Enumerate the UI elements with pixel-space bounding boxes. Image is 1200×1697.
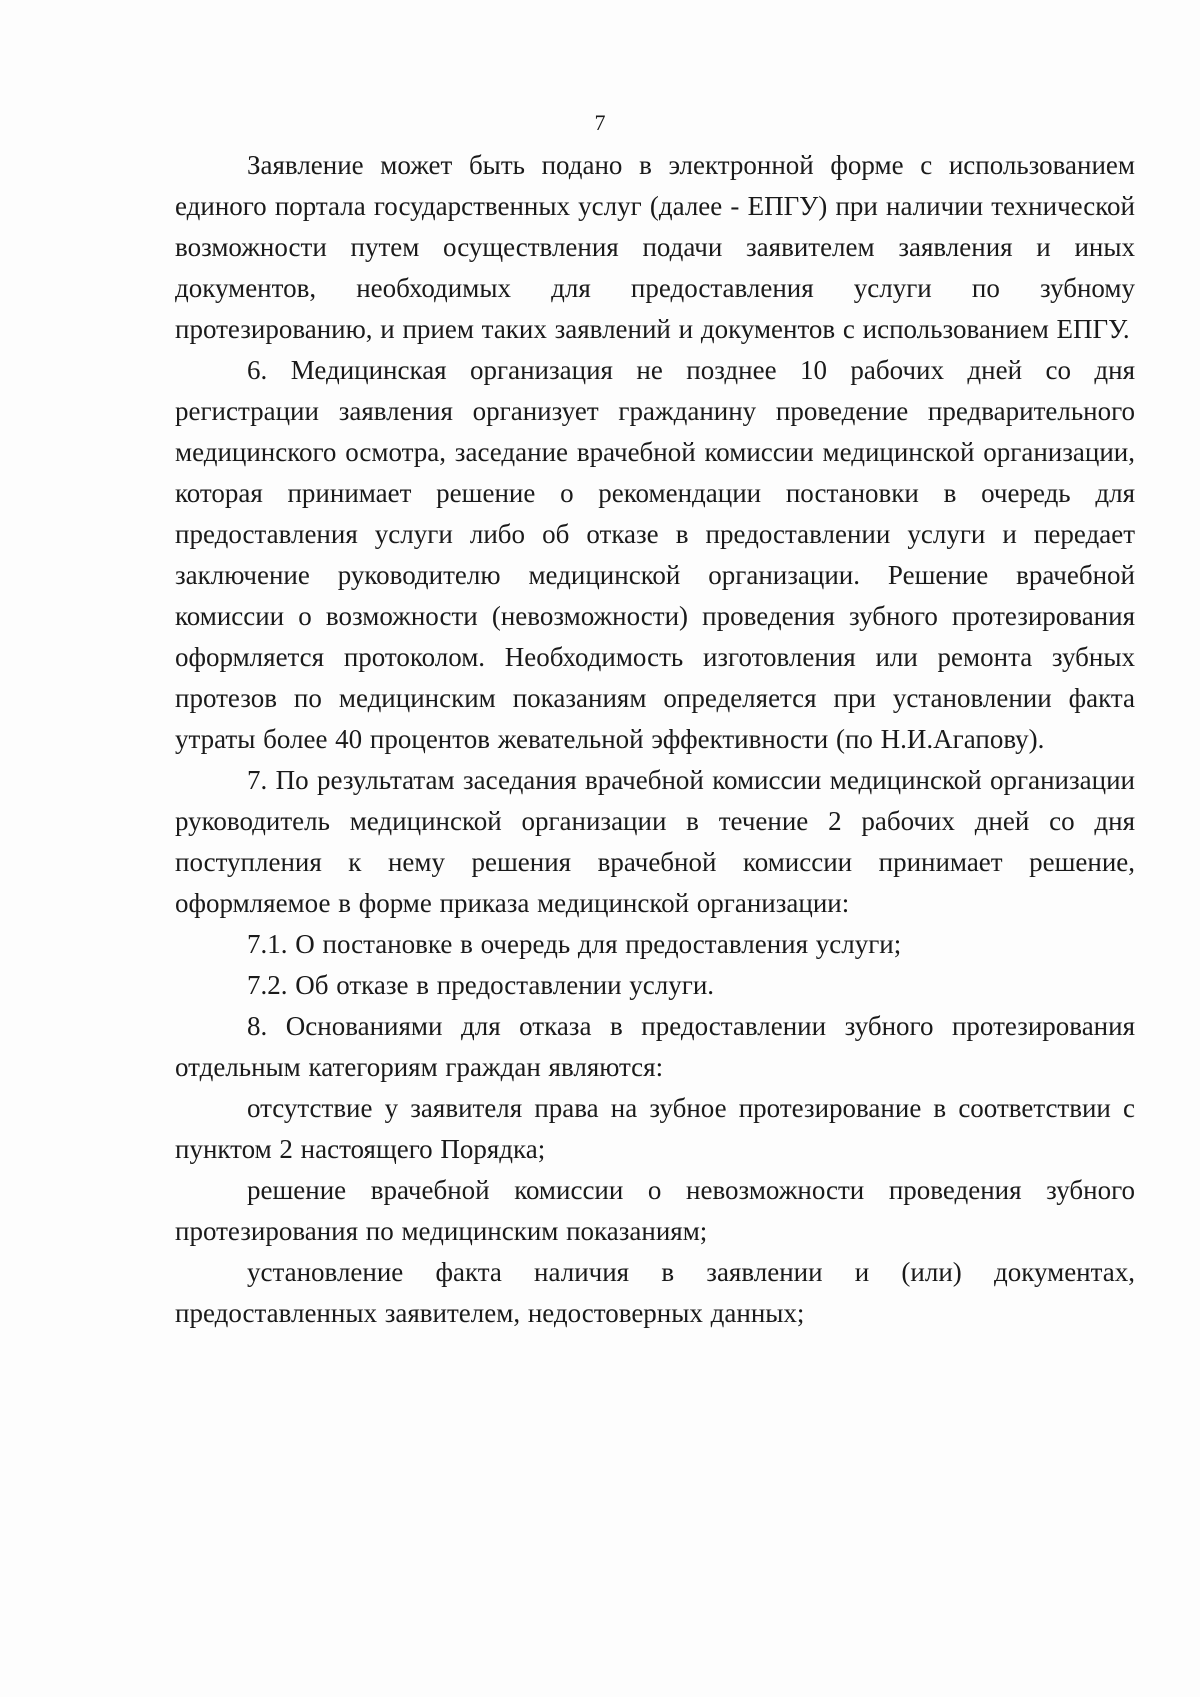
paragraph-item-6: 6. Медицинская организация не позднее 10 рабочих дней со дня регистрации заявления организует гражданину проведение предварительного медицинского осмотра, заседание врачебной комиссии медицинской организации, которая принимает решение о рекомендации постановки в очередь для предоставления услуги либо об отказе в предоставлении услуги и передает заключение руководителю медицинской организации. Решение врачебной комиссии о возможности (невозможности) проведения зубного протезирования оформляется протоколом. Необходимость изготовления или ремонта зубных протезов по медицинским показаниям определяется при установлении факта утраты более 40 процентов жевательной эффективности (по Н.И.Агапову). <box>175 355 1135 754</box>
paragraph-item-7: 7. По результатам заседания врачебной комиссии медицинской организации руководитель медицинской организации в течение 2 рабочих дней со дня поступления к нему решения врачебной комиссии принимает решение, оформляемое в форме приказа медицинской организации: <box>175 765 1135 918</box>
paragraph-ground-false-data: установление факта наличия в заявлении и (или) документах, предоставленных заявителем, недостоверных данных; <box>175 1257 1135 1328</box>
paragraph-item-7-2: 7.2. Об отказе в предоставлении услуги. <box>247 970 715 1000</box>
document-body <box>175 145 1135 1334</box>
paragraph-item-7-1: 7.1. О постановке в очередь для предоставления услуги; <box>247 929 902 959</box>
paragraph-ground-medical-impossibility: решение врачебной комиссии о невозможности проведения зубного протезирования по медицинским показаниям; <box>175 1175 1135 1246</box>
page-number: 7 <box>594 110 606 135</box>
paragraph-electronic-application: Заявление может быть подано в электронной форме с использованием единого портала государственных услуг (далее - ЕПГУ) при наличии технической возможности путем осуществления подачи заявителем заявления и иных документов, необходимых для предоставления услуги по зубному протезированию, и прием таких заявлений и документов с использованием ЕПГУ. <box>175 150 1135 344</box>
paragraph-item-8: 8. Основаниями для отказа в предоставлении зубного протезирования отдельным категориям граждан являются: <box>175 1011 1135 1082</box>
paragraph-ground-no-right: отсутствие у заявителя права на зубное протезирование в соответствии с пунктом 2 настоящего Порядка; <box>175 1093 1135 1164</box>
